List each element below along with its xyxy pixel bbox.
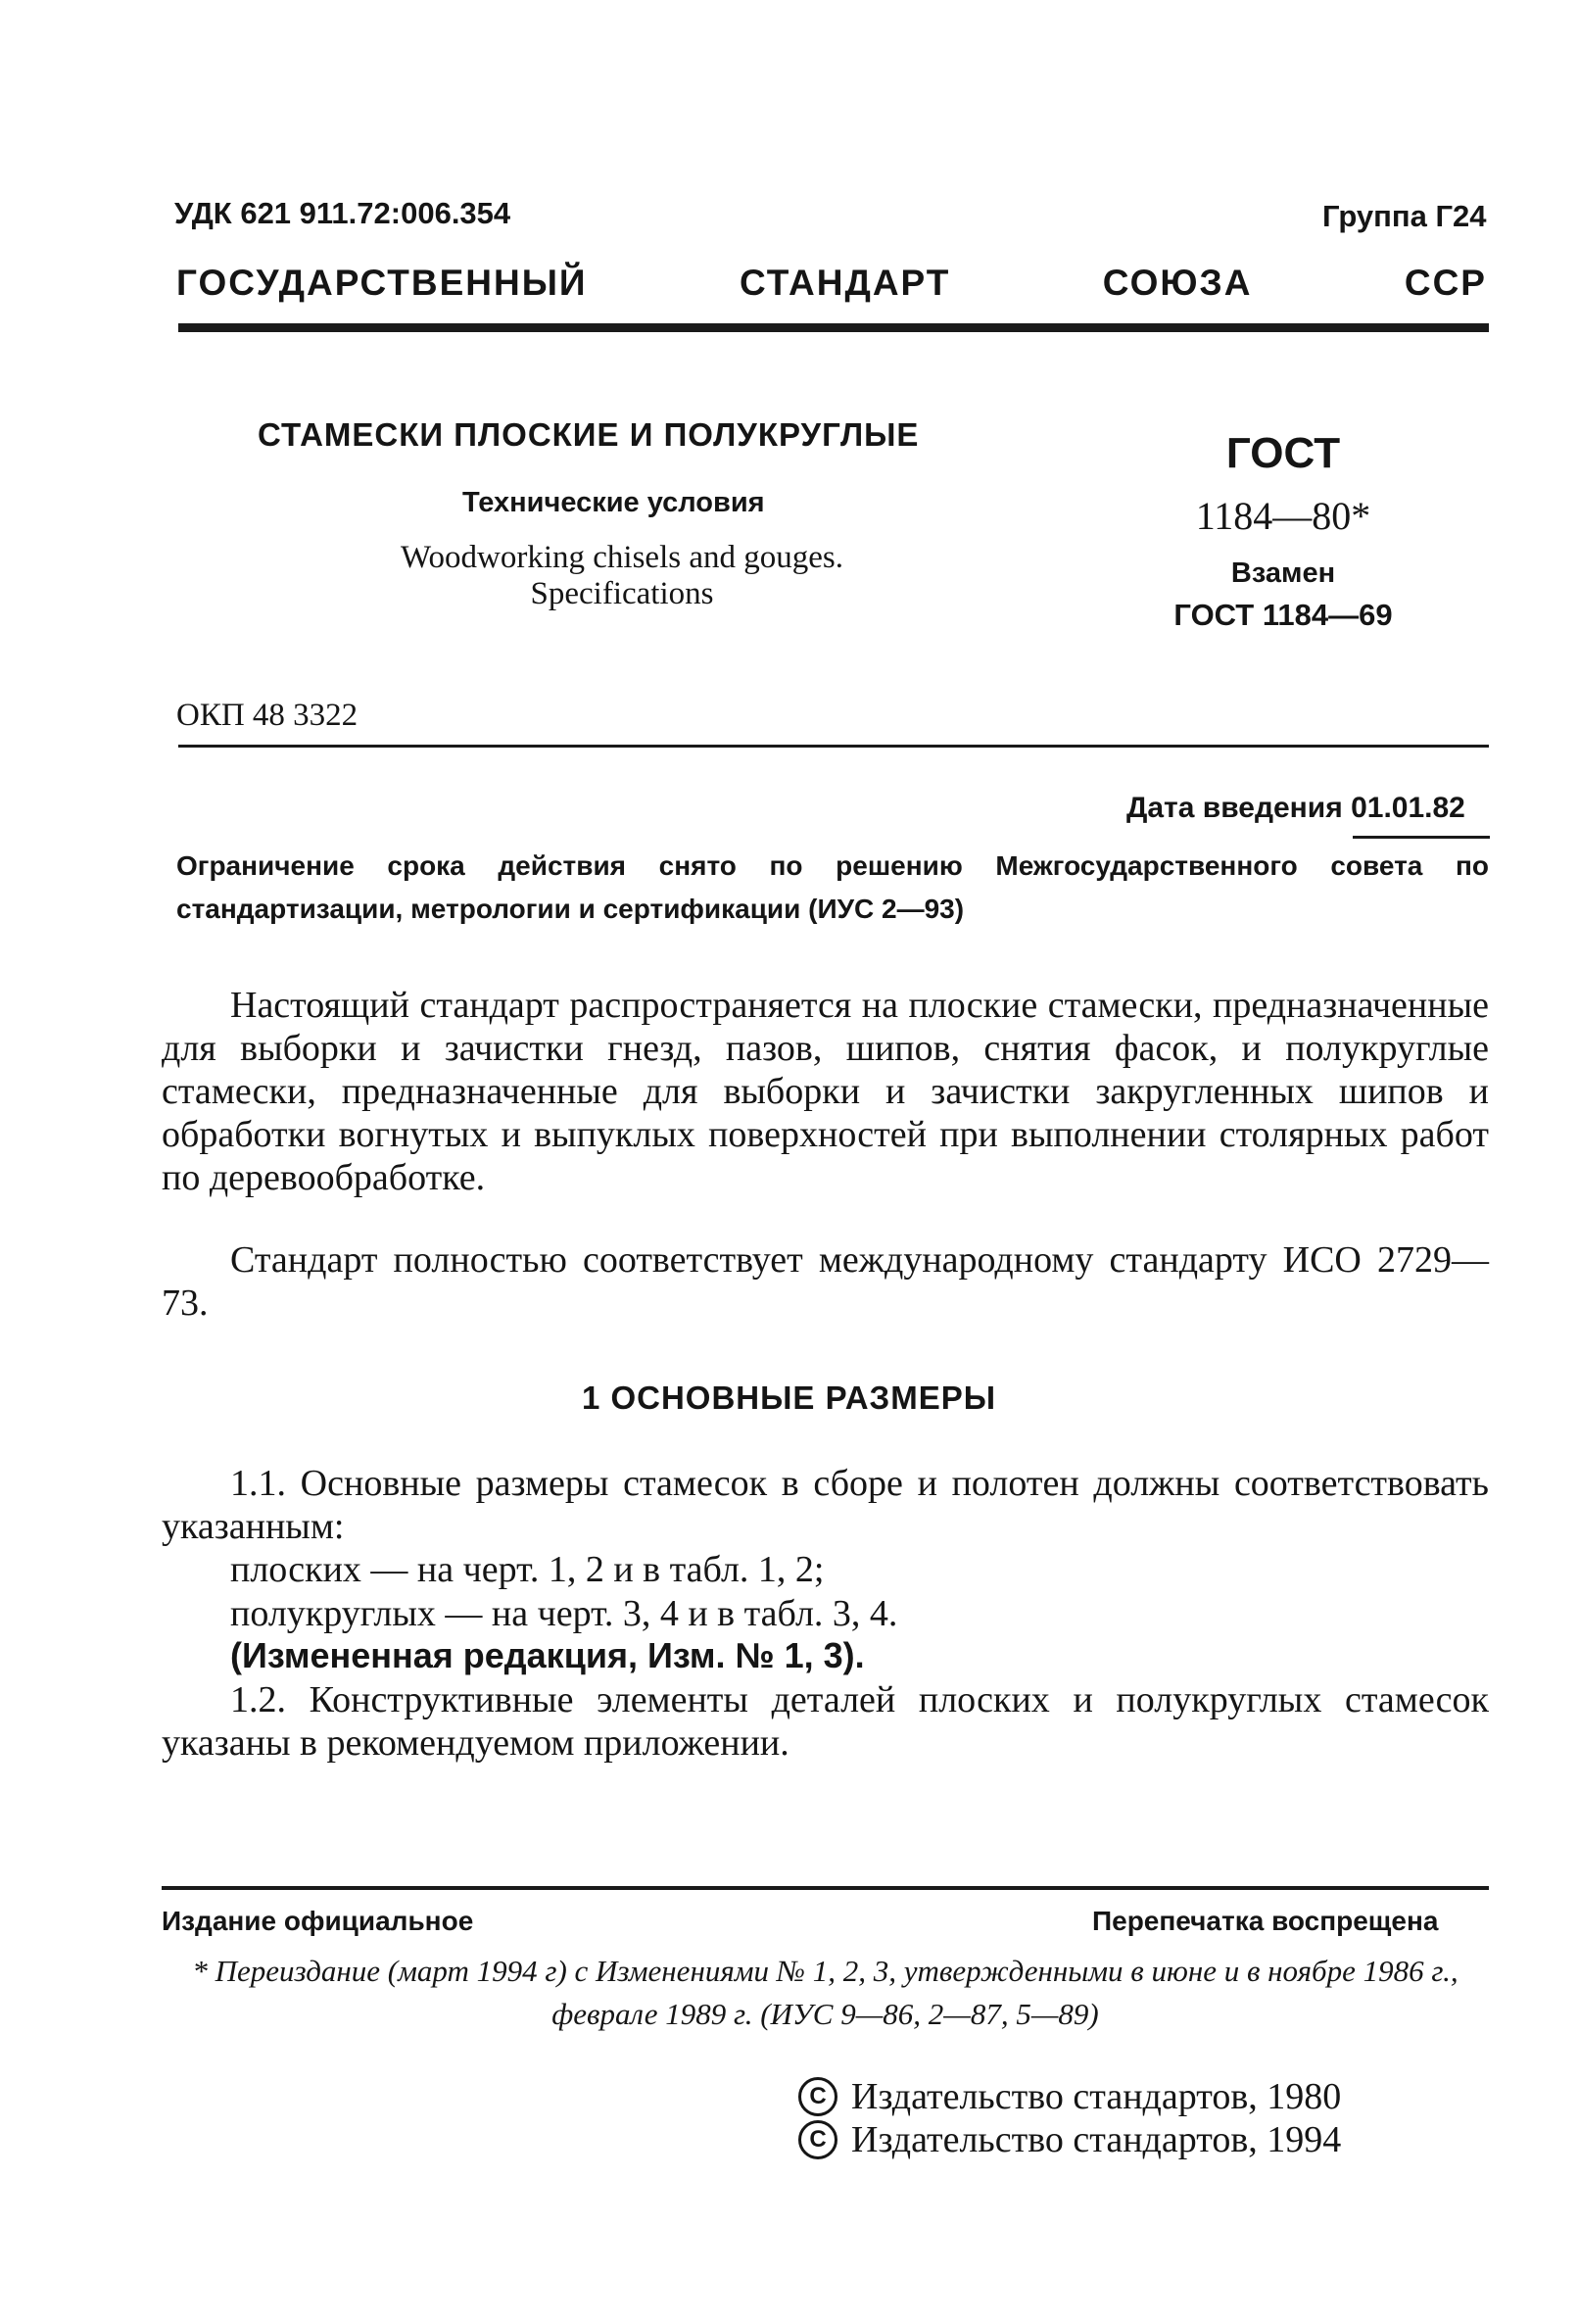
copyright-icon: C <box>798 2077 837 2116</box>
limitation-note: Ограничение срока действия снято по решению Межгосударственного совета по стандартизации, метрологии и сертификации (ИУС 2—93) <box>176 850 1489 924</box>
reprint-prohibited: Перепечатка воспрещена <box>1092 1906 1439 1936</box>
udk-code: УДК 621 911.72:006.354 <box>174 196 511 230</box>
introduction-date-underline <box>1353 836 1490 839</box>
copyright-1994 <box>798 2118 1341 2161</box>
document-subtitle: Технические условия <box>462 487 765 518</box>
footer-rule <box>162 1886 1489 1890</box>
state-standard-heading: ГОСУДАРСТВЕННЫЙ СТАНДАРТ СОЮЗА ССР <box>176 263 1487 303</box>
copyright-text: Издательство стандартов, 1994 <box>851 2119 1342 2160</box>
okp-rule <box>178 745 1489 748</box>
gost-number: 1184—80* <box>1195 494 1371 538</box>
clause-1-1: 1.1. Основные размеры стамесок в сборе и полотен должны соответствовать указанным: <box>162 1463 1489 1547</box>
header-rule <box>178 323 1489 332</box>
document-title: СТАМЕСКИ ПЛОСКИЕ И ПОЛУКРУГЛЫЕ <box>258 416 920 453</box>
section-title: 1 ОСНОВНЫЕ РАЗМЕРЫ <box>581 1380 997 1416</box>
group-code: Группа Г24 <box>1322 199 1487 233</box>
replaces-label: Взамен <box>1230 557 1336 589</box>
introduction-date: Дата введения 01.01.82 <box>1126 792 1465 824</box>
clause-1-2: 1.2. Конструктивные элементы деталей плоских и полукруглых стамесок указаны в рекомендуемом приложении. <box>162 1679 1489 1764</box>
copyright-text: Издательство стандартов, 1980 <box>851 2076 1342 2117</box>
okp-code: ОКП 48 3322 <box>176 698 359 733</box>
amendment-note: (Измененная редакция, Изм. № 1, 3). <box>230 1635 865 1675</box>
replaces-number: ГОСТ 1184—69 <box>1173 598 1393 632</box>
document-title-english: Woodworking chisels and gouges. Specifications <box>401 540 843 611</box>
iso-compliance-paragraph: Стандарт полностью соответствует международному стандарту ИСО 2729—73. <box>162 1239 1489 1324</box>
round-chisels-line: полукруглых — на черт. 3, 4 и в табл. 3, 4. <box>230 1593 898 1634</box>
gost-designation <box>1156 426 1411 636</box>
gost-label: ГОСТ <box>1225 429 1341 477</box>
flat-chisels-line: плоских — на черт. 1, 2 и в табл. 1, 2; <box>230 1549 825 1590</box>
reissue-note: * Переиздание (март 1994 г) с Изменениями № 1, 2, 3, утвержденными в июне и в ноябре 1986 г., феврале 1989 г. (ИУС 9—86, 2—87, 5—89) <box>192 1954 1458 2031</box>
official-edition: Издание официальное <box>162 1906 474 1936</box>
copyright-icon: C <box>798 2120 837 2159</box>
scope-paragraph: Настоящий стандарт распространяется на плоские стамески, предназначенные для выборки и зачистки гнезд, пазов, шипов, снятия фасок, и полукруглые стамески, предназначенные для выборки и зачистки закругленных шипов и обработки вогнутых и выпуклых поверхностей при выполнении столярных работ по деревообработке. <box>162 985 1489 1198</box>
copyright-1980 <box>798 2075 1341 2118</box>
